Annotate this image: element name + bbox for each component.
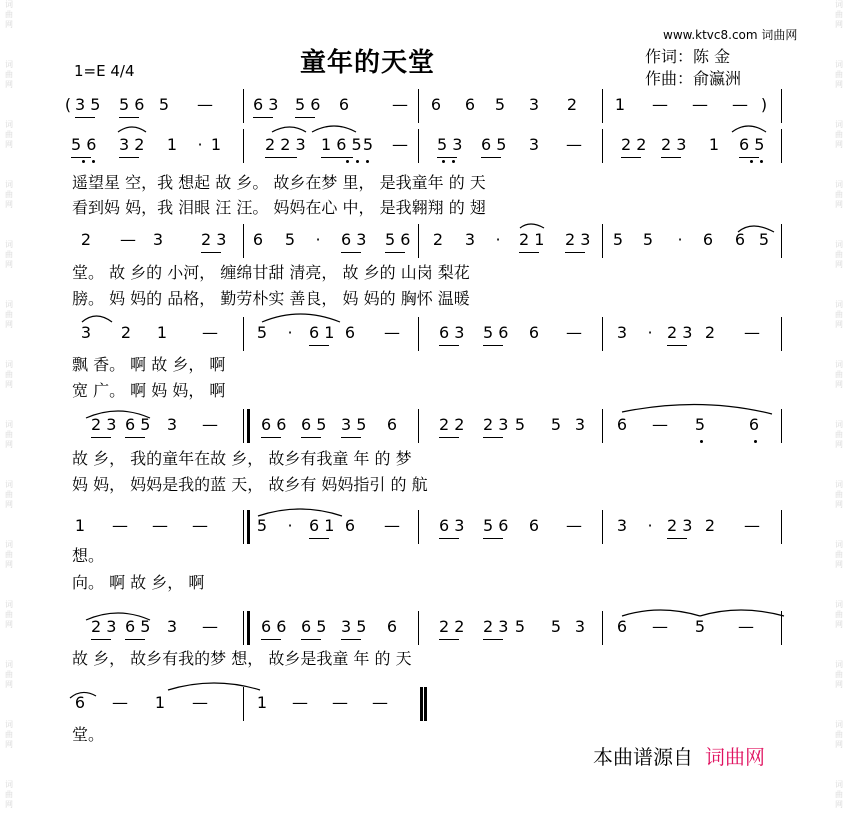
jianpu-note: 6 [748, 415, 760, 434]
watermark-char: 网 [835, 260, 843, 269]
lyric-line: 飘 香。 啊 故 乡， 啊 [72, 355, 226, 374]
slur [622, 404, 772, 414]
lyric-line: 向。 啊 故 乡， 啊 [72, 573, 205, 592]
jianpu-note: 6 [528, 516, 540, 535]
watermark-char: 曲 [835, 250, 843, 259]
jianpu-note: 6 [528, 323, 540, 342]
watermark-char: 词 [5, 180, 13, 189]
jianpu-note: — [152, 516, 168, 535]
watermark-char: 曲 [5, 190, 13, 199]
jianpu-note: 6 5 [739, 135, 765, 154]
watermark-char: 词 [5, 0, 13, 9]
watermark-char: 网 [835, 500, 843, 509]
watermark-char: 网 [835, 800, 843, 809]
watermark-char: 网 [835, 80, 843, 89]
watermark-char: 网 [835, 320, 843, 329]
jianpu-note: 2 [432, 230, 444, 249]
jianpu-note: 3 [574, 617, 586, 636]
watermark-char: 网 [5, 80, 13, 89]
jianpu-note: 2 2 [439, 617, 465, 636]
jianpu-note: 5 [256, 516, 268, 535]
watermark-char: 曲 [835, 70, 843, 79]
jianpu-note: 1 [74, 516, 86, 535]
lyric-line: 堂。 [72, 725, 105, 744]
watermark-char: 网 [5, 740, 13, 749]
jianpu-note: 3 [80, 323, 92, 342]
watermark-char: 词 [835, 240, 843, 249]
jianpu-note: 2 3 [661, 135, 687, 154]
slur [70, 692, 96, 698]
lyric-line: 想。 [72, 546, 105, 565]
jianpu-note: 5 [514, 617, 526, 636]
lyric-line: 故 乡， 我的童年在故 乡， 故乡有我童 年 的 梦 [72, 449, 412, 468]
slur [258, 509, 342, 516]
jianpu-note: · [677, 230, 683, 249]
jianpu-note: — [112, 516, 128, 535]
jianpu-note: 3 5 [75, 95, 101, 114]
slur [86, 411, 150, 418]
watermark-char: 网 [835, 200, 843, 209]
jianpu-note: 2 [704, 323, 716, 342]
jianpu-note: 6 [616, 415, 628, 434]
jianpu-note: 6 [344, 516, 356, 535]
jianpu-note: 2 3 [483, 617, 509, 636]
jianpu-note: — [738, 617, 754, 636]
watermark-char: 词 [835, 120, 843, 129]
watermark-char: 词 [835, 60, 843, 69]
watermark-char: 曲 [5, 430, 13, 439]
jianpu-note: 3 5 [341, 415, 367, 434]
jianpu-note: 5 [758, 230, 770, 249]
watermark-char: 词 [5, 240, 13, 249]
jianpu-note: 6 3 [341, 230, 367, 249]
jianpu-note: 2 [120, 323, 132, 342]
jianpu-note: ( [64, 95, 72, 114]
jianpu-note: — [566, 135, 582, 154]
jianpu-note: — [692, 95, 708, 114]
jianpu-note: 2 2 3 [265, 135, 306, 154]
watermark-char: 词 [5, 540, 13, 549]
watermark-char: 网 [5, 680, 13, 689]
jianpu-note: 3 [616, 323, 628, 342]
jianpu-note: 6 [734, 230, 746, 249]
watermark-char: 网 [5, 260, 13, 269]
watermark-char: 曲 [835, 370, 843, 379]
watermark-char: 网 [5, 500, 13, 509]
watermark-char: 网 [5, 440, 13, 449]
jianpu-note: — [384, 516, 400, 535]
watermark-char: 词 [835, 720, 843, 729]
jianpu-note: 1 [256, 693, 268, 712]
jianpu-note: 1 [156, 323, 168, 342]
watermark-char: 曲 [835, 490, 843, 499]
jianpu-note: 6 6 [261, 415, 287, 434]
watermark-char: 网 [5, 200, 13, 209]
slur [168, 683, 260, 690]
watermark-char: 词 [5, 660, 13, 669]
jianpu-note: 6 3 [439, 323, 465, 342]
jianpu-note: 5 [158, 95, 170, 114]
jianpu-note: 6 [338, 95, 350, 114]
watermark-char: 曲 [5, 250, 13, 259]
watermark-char: 词 [835, 480, 843, 489]
watermark-char: 词 [5, 780, 13, 789]
jianpu-note: 6 3 [439, 516, 465, 535]
jianpu-note: 3 [152, 230, 164, 249]
jianpu-note: 2 3 [483, 415, 509, 434]
watermark-char: 网 [835, 620, 843, 629]
jianpu-note: 2 1 [519, 230, 545, 249]
watermark-char: 网 [835, 740, 843, 749]
watermark-char: 网 [5, 620, 13, 629]
lyric-line: 看到妈 妈，我 泪眼 汪 汪。 妈妈在心 中， 是我翱翔 的 翅 [72, 198, 486, 217]
jianpu-note: — [112, 693, 128, 712]
lyric-line: 宽 广。 啊 妈 妈， 啊 [72, 381, 226, 400]
jianpu-note: · [197, 135, 203, 154]
watermark-char: 词 [835, 420, 843, 429]
watermark-char: 曲 [835, 130, 843, 139]
slur [272, 127, 306, 132]
watermark-char: 网 [835, 20, 843, 29]
jianpu-note: 1 [614, 95, 626, 114]
watermark-char: 曲 [835, 730, 843, 739]
jianpu-note: · [287, 516, 293, 535]
source-footer [593, 741, 765, 770]
slur [520, 224, 544, 228]
jianpu-note: 6 5 [301, 617, 327, 636]
jianpu-note: 5 [284, 230, 296, 249]
lyric-line: 膀。 妈 妈的 品格， 勤劳朴实 善良， 妈 妈的 胸怀 温暖 [72, 289, 470, 308]
jianpu-note: 2 2 [621, 135, 647, 154]
jianpu-note: — [652, 95, 668, 114]
jianpu-note: · [315, 230, 321, 249]
jianpu-note: 1 [154, 693, 166, 712]
watermark-char: 曲 [835, 550, 843, 559]
jianpu-note: — [202, 415, 218, 434]
jianpu-note: 2 3 [201, 230, 227, 249]
watermark-char: 词 [5, 720, 13, 729]
watermark-char: 词 [835, 780, 843, 789]
slur [700, 610, 784, 616]
watermark-char: 曲 [835, 670, 843, 679]
watermark-char: 词 [835, 180, 843, 189]
watermark-char: 词 [5, 600, 13, 609]
jianpu-note: 6 5 [125, 415, 151, 434]
watermark-char: 词 [5, 300, 13, 309]
jianpu-note: 6 [344, 323, 356, 342]
watermark-char: 词 [5, 360, 13, 369]
lyric-line: 遥望星 空，我 想起 故 乡。 故乡在梦 里， 是我童年 的 天 [72, 173, 486, 192]
watermark-char: 网 [5, 560, 13, 569]
watermark-char: 网 [835, 380, 843, 389]
composer-credit: 作曲：俞瀛洲 [645, 69, 742, 88]
watermark-char: 词 [835, 0, 843, 9]
jianpu-note: · [287, 323, 293, 342]
jianpu-note: 3 5 [341, 617, 367, 636]
jianpu-note: 6 5 [301, 415, 327, 434]
jianpu-note: 3 [616, 516, 628, 535]
jianpu-note: 5 6 [71, 135, 97, 154]
jianpu-note: 3 [464, 230, 476, 249]
jianpu-note: 5 3 [437, 135, 463, 154]
jianpu-note: 5 [514, 415, 526, 434]
jianpu-note: — [566, 323, 582, 342]
jianpu-note: 5 [642, 230, 654, 249]
jianpu-note: — [202, 323, 218, 342]
jianpu-note: — [202, 617, 218, 636]
jianpu-note: 6 6 [261, 617, 287, 636]
jianpu-note: 2 2 [439, 415, 465, 434]
jianpu-note: 5 6 [483, 516, 509, 535]
jianpu-note: 5 [362, 135, 374, 154]
watermark-char: 网 [835, 560, 843, 569]
watermark-char: 曲 [835, 610, 843, 619]
jianpu-note: 2 3 [667, 516, 693, 535]
watermark-char: 词 [835, 540, 843, 549]
slur [82, 316, 112, 322]
watermark-char: 词 [5, 480, 13, 489]
jianpu-note: — [197, 95, 213, 114]
jianpu-note: 6 1 [309, 323, 335, 342]
jianpu-note: 6 5 [125, 617, 151, 636]
jianpu-note: 6 [252, 230, 264, 249]
watermark-char: 词 [5, 60, 13, 69]
jianpu-note: 2 3 [565, 230, 591, 249]
site-url[interactable]: www.ktvc8.com 词曲网 [663, 28, 798, 42]
jianpu-note: — [384, 323, 400, 342]
watermark-char: 网 [5, 800, 13, 809]
watermark-char: 曲 [835, 430, 843, 439]
jianpu-note: 6 [616, 617, 628, 636]
jianpu-note: 3 [528, 135, 540, 154]
jianpu-note: 5 [694, 617, 706, 636]
jianpu-note: — [292, 693, 308, 712]
jianpu-note: — [392, 135, 408, 154]
jianpu-note: 5 [550, 415, 562, 434]
jianpu-note: 2 [704, 516, 716, 535]
watermark-char: 曲 [835, 790, 843, 799]
watermark-char: 网 [835, 440, 843, 449]
jianpu-note: — [192, 693, 208, 712]
jianpu-note: — [566, 516, 582, 535]
jianpu-note: 1 [166, 135, 178, 154]
jianpu-note: 5 [612, 230, 624, 249]
watermark-char: 曲 [5, 670, 13, 679]
jianpu-note: 2 [566, 95, 578, 114]
watermark-char: 网 [5, 20, 13, 29]
jianpu-note: — [332, 693, 348, 712]
jianpu-note: — [372, 693, 388, 712]
jianpu-note: 2 3 [667, 323, 693, 342]
jianpu-note: · [495, 230, 501, 249]
watermark-char: 曲 [5, 130, 13, 139]
jianpu-note: 5 [494, 95, 506, 114]
source-brand-link[interactable]: 词曲网 [705, 745, 765, 769]
watermark-char: 词 [835, 300, 843, 309]
lyric-line: 堂。 故 乡的 小河， 缠绵甘甜 清亮， 故 乡的 山岗 梨花 [72, 263, 470, 282]
watermark-char: 曲 [5, 550, 13, 559]
slur [738, 226, 774, 232]
jianpu-note: 6 1 [309, 516, 335, 535]
jianpu-note: — [652, 617, 668, 636]
lyric-line: 故 乡， 故乡有我的梦 想， 故乡是我童 年 的 天 [72, 649, 412, 668]
watermark-char: 曲 [5, 610, 13, 619]
slur [312, 126, 356, 132]
lyricist-credit: 作词：陈 金 [645, 47, 731, 66]
jianpu-note: 5 6 [385, 230, 411, 249]
jianpu-note: 5 6 [119, 95, 145, 114]
jianpu-note: 6 [464, 95, 476, 114]
jianpu-note: 5 [256, 323, 268, 342]
watermark-char: 网 [835, 680, 843, 689]
watermark-char: 曲 [835, 310, 843, 319]
slur [86, 613, 150, 620]
jianpu-note: — [652, 415, 668, 434]
jianpu-note: 2 [80, 230, 92, 249]
jianpu-note: 6 [702, 230, 714, 249]
song-title: 童年的天堂 [300, 48, 436, 78]
watermark-char: 词 [5, 420, 13, 429]
watermark-char: 词 [835, 660, 843, 669]
jianpu-note: 1 [210, 135, 222, 154]
watermark-char: 网 [5, 380, 13, 389]
watermark-char: 曲 [5, 70, 13, 79]
jianpu-note: 5 [550, 617, 562, 636]
slur [262, 314, 340, 322]
watermark-char: 曲 [5, 730, 13, 739]
jianpu-note: — [192, 516, 208, 535]
jianpu-note: 5 6 [483, 323, 509, 342]
watermark-char: 网 [5, 320, 13, 329]
jianpu-note: 6 [430, 95, 442, 114]
watermark-char: 词 [835, 360, 843, 369]
jianpu-note: 2 3 [91, 617, 117, 636]
watermark-char: 词 [5, 120, 13, 129]
jianpu-note: 5 [694, 415, 706, 434]
watermark-char: 曲 [5, 10, 13, 19]
jianpu-note: — [744, 323, 760, 342]
jianpu-note: 3 2 [119, 135, 145, 154]
jianpu-note: · [647, 516, 653, 535]
jianpu-note: 6 [386, 617, 398, 636]
jianpu-note: 3 [574, 415, 586, 434]
watermark-char: 曲 [5, 490, 13, 499]
jianpu-note: — [732, 95, 748, 114]
slur [622, 610, 700, 616]
jianpu-note: — [120, 230, 136, 249]
jianpu-note: 1 [708, 135, 720, 154]
jianpu-note: 3 [166, 617, 178, 636]
watermark-char: 曲 [5, 790, 13, 799]
watermark-char: 词 [835, 600, 843, 609]
watermark-char: 曲 [5, 370, 13, 379]
jianpu-note: 6 5 [481, 135, 507, 154]
source-label: 本曲谱源自 [593, 745, 693, 769]
jianpu-note: 6 [74, 693, 86, 712]
slur [732, 126, 766, 132]
watermark-char: 网 [5, 140, 13, 149]
jianpu-note: 1 6 5 [321, 135, 362, 154]
watermark-char: 曲 [5, 310, 13, 319]
jianpu-note: 6 3 [253, 95, 279, 114]
jianpu-note: — [744, 516, 760, 535]
watermark-char: 网 [835, 140, 843, 149]
lyric-line: 妈 妈， 妈妈是我的蓝 天， 故乡有 妈妈指引 的 航 [72, 475, 428, 494]
jianpu-note: 6 [386, 415, 398, 434]
jianpu-note: 2 3 [91, 415, 117, 434]
jianpu-note: 3 [166, 415, 178, 434]
slur [118, 127, 146, 132]
jianpu-note: ) [760, 95, 768, 114]
jianpu-note: · [647, 323, 653, 342]
jianpu-note: — [392, 95, 408, 114]
key-signature: 1=E 4/4 [74, 62, 135, 80]
jianpu-note: 3 [528, 95, 540, 114]
watermark-char: 曲 [835, 10, 843, 19]
jianpu-note: 5 6 [295, 95, 321, 114]
watermark-char: 曲 [835, 190, 843, 199]
